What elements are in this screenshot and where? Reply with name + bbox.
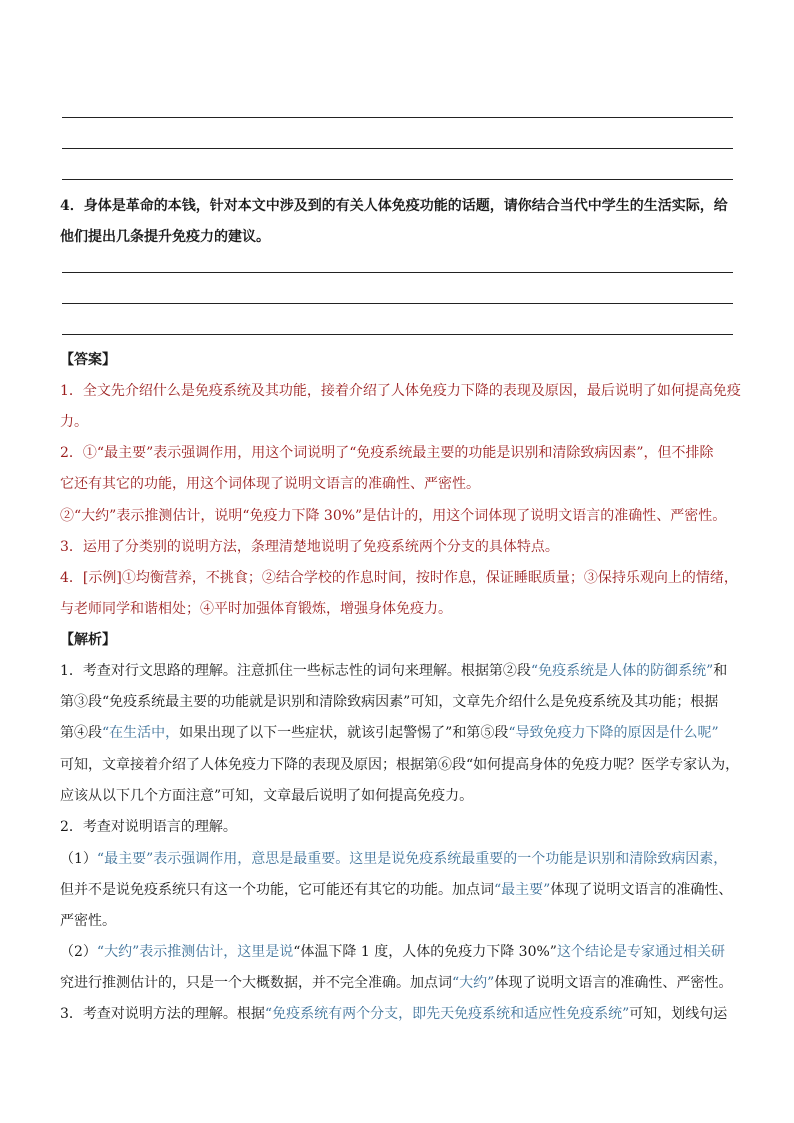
analysis-2-sub2-line-1 bbox=[60, 942, 736, 962]
quoted-text: “在生活中， bbox=[102, 725, 180, 741]
answer-2-line-1: 2．①“最主要”表示强调作用，用这个词说明了“免疫系统最主要的功能是识别和清除致病因素”，但不排除 bbox=[60, 445, 714, 461]
answer-1-line-2: 力。 bbox=[60, 414, 88, 430]
analysis-heading: 【解析】 bbox=[60, 632, 116, 648]
quoted-text: “最主要” bbox=[494, 882, 551, 898]
analysis-text: （2） bbox=[60, 944, 97, 960]
analysis-text: 第④段 bbox=[60, 725, 102, 741]
answer-line bbox=[62, 148, 733, 149]
answer-line bbox=[62, 117, 733, 118]
quoted-text: 这个结论是专家通过相关研 bbox=[556, 944, 725, 960]
analysis-1-line-5 bbox=[60, 786, 736, 806]
analysis-text: 究进行推测估计的，只是一个大概数据，并不完全准确。加点词 bbox=[60, 975, 452, 991]
quoted-text: “免疫系统是人体的防御系统” bbox=[530, 663, 714, 679]
analysis-1-line-3 bbox=[60, 723, 736, 743]
answer-2-line-2: 它还有其它的功能，用这个词体现了说明文语言的准确性、严密性。 bbox=[60, 476, 480, 492]
answer-heading: 【答案】 bbox=[60, 352, 116, 368]
analysis-text: 可知，文章接着介绍了人体免疫力下降的表现及原因；根据第⑥段“如何提高身体的免疫力呢？医学专家认为， bbox=[60, 757, 740, 773]
analysis-text: 应该从以下几个方面注意”可知，文章最后说明了如何提高免疫力。 bbox=[60, 788, 474, 804]
analysis-2-title: 2．考查对说明语言的理解。 bbox=[60, 819, 237, 835]
answer-1-line-1: 1．全文先介绍什么是免疫系统及其功能，接着介绍了人体免疫力下降的表现及原因，最后说明了如何提高免疫 bbox=[60, 383, 741, 399]
analysis-1-line-4 bbox=[60, 755, 740, 775]
analysis-2-sub1-line-3 bbox=[60, 911, 736, 931]
answer-line bbox=[62, 272, 733, 273]
answer-4-line-1: 4．[示例]①均衡营养，不挑食；②结合学校的作息时间，按时作息，保证睡眠质量；③保持乐观向上的情绪， bbox=[60, 570, 738, 586]
analysis-text: 第③段“免疫系统最主要的功能就是识别和清除致病因素”可知，文章先介绍什么是免疫系统及其功能；根据 bbox=[60, 694, 719, 710]
quoted-text: “最主要”表示强调作用，意思是最重要。这里是说免疫系统最重要的一个功能是识别和清除致病因素， bbox=[96, 851, 728, 867]
analysis-text: （1） bbox=[60, 851, 97, 867]
answer-3: 3．运用了分类别的说明方法，条理清楚地说明了免疫系统两个分支的具体特点。 bbox=[60, 539, 559, 555]
analysis-text: 但并不是说免疫系统只有这一个功能，它可能还有其它的功能。加点词 bbox=[60, 882, 494, 898]
analysis-text: 严密性。 bbox=[60, 913, 116, 929]
quoted-text: “大约”表示推测估计，这里是说 bbox=[96, 944, 294, 960]
analysis-text: 体现了说明文语言的准确性、严密性。 bbox=[494, 975, 733, 991]
quoted-text: “免疫系统有两个分支，即先天免疫系统和适应性免疫系统” bbox=[264, 1006, 630, 1022]
analysis-1-line-2 bbox=[60, 692, 736, 712]
quoted-text: “大约” bbox=[452, 975, 495, 991]
question-4-line-2: 他们提出几条提升免疫力的建议。 bbox=[60, 229, 270, 245]
answer-line bbox=[62, 334, 733, 335]
analysis-text: 可知，划线句运 bbox=[629, 1006, 728, 1022]
question-4-line-1: 4．身体是革命的本钱，针对本文中涉及到的有关人体免疫功能的话题，请你结合当代中学生的生活实际，给 bbox=[60, 198, 728, 214]
quoted-text: “导致免疫力下降的原因是什么呢” bbox=[508, 725, 719, 741]
analysis-1-line-1 bbox=[60, 661, 736, 681]
analysis-3-line-1 bbox=[60, 1004, 736, 1024]
analysis-text: 1．考查对行文思路的理解。注意抓住一些标志性的词句来理解。根据第②段 bbox=[60, 663, 531, 679]
analysis-text: 3．考查对说明方法的理解。根据 bbox=[60, 1006, 265, 1022]
analysis-text: 体现了说明文语言的准确性、 bbox=[550, 882, 733, 898]
answer-2-line-3: ②“大约”表示推测估计，说明“免疫力下降 30%”是估计的，用这个词体现了说明文语言的准确性、严密性。 bbox=[60, 508, 727, 524]
answer-4-line-2: 与老师同学和谐相处；④平时加强体育锻炼，增强身体免疫力。 bbox=[60, 601, 452, 617]
analysis-text: “体温下降 1 度，人体的免疫力下降 30%” bbox=[293, 944, 557, 960]
analysis-2-sub1-line-1 bbox=[60, 849, 736, 869]
analysis-text: 和 bbox=[713, 663, 728, 679]
answer-line bbox=[62, 303, 733, 304]
analysis-2-sub2-line-2 bbox=[60, 973, 736, 993]
analysis-2-sub1-line-2 bbox=[60, 880, 736, 900]
answer-line bbox=[62, 179, 733, 180]
analysis-text: 如果出现了以下一些症状，就该引起警惕了”和第⑤段 bbox=[179, 725, 509, 741]
